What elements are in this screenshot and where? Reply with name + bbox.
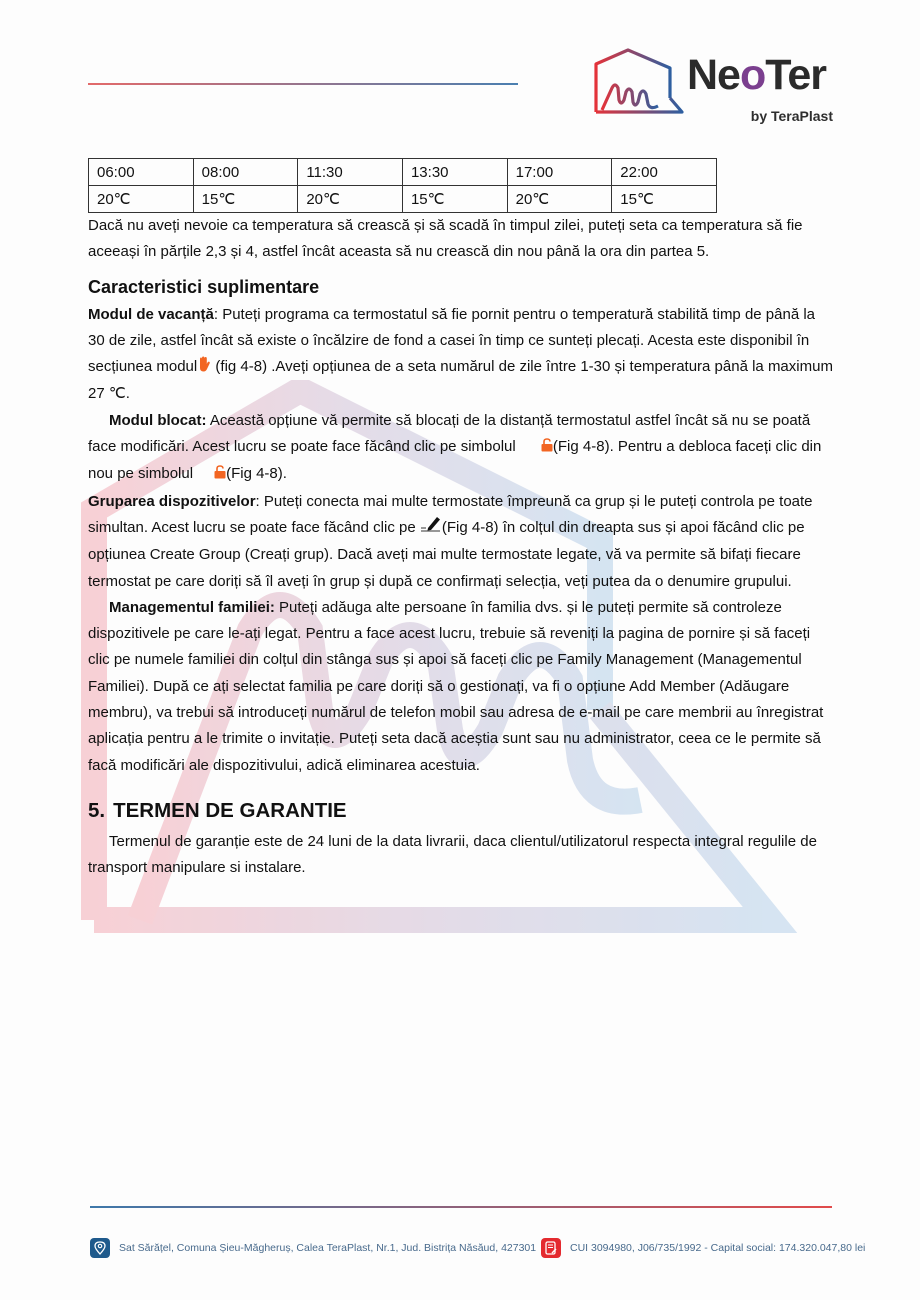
intro-paragraph: Dacă nu aveți nevoie ca temperatura să crească și să scadă în timpul zilei, puteți seta ca temperatura să fie aceeași în părțile 2,3 și 4, astfel încât aceasta să nu crească din nou până la ora din partea 5. xyxy=(88,217,803,261)
table-cell: 08:00 xyxy=(193,159,298,186)
table-cell: 17:00 xyxy=(507,159,612,186)
footer-company-info: CUI 3094980, J06/735/1992 - Capital social: 174.320.047,80 lei xyxy=(541,1237,865,1258)
table-cell: 06:00 xyxy=(89,159,194,186)
document-edit-icon xyxy=(541,1238,561,1258)
schedule-table xyxy=(88,158,717,213)
device-grouping-paragraph: Gruparea dispozitivelor: Puteți conecta mai multe termostate împreună ca grup și le puteți controla pe toate simultan. Acest lucru se poate face făcând clic pe (Fig 4-8) în colțul din dreapta sus și apoi făcând clic pe opțiunea Create Group (Creați grup). Dacă aveți mai multe termostate legate, vă va permite să bifați fiecare termostat pe care doriți să îl aveți în grup și după ce confirmați selecția, veți putea da o denumire grupului. xyxy=(88,492,813,590)
section-heading-warranty: 5. TERMEN DE GARANTIE xyxy=(88,798,347,822)
location-pin-icon xyxy=(90,1238,110,1258)
hand-icon xyxy=(197,355,211,381)
house-logo-icon xyxy=(592,48,684,120)
table-cell: 15℃ xyxy=(193,186,298,213)
table-cell: 13:30 xyxy=(402,159,507,186)
family-management-label: Managementul familiei: xyxy=(109,598,275,616)
device-grouping-label: Gruparea dispozitivelor xyxy=(88,492,256,510)
lock-mode-label: Modul blocat: xyxy=(109,411,207,429)
vacation-mode-paragraph: Modul de vacanță: Puteți programa ca termostatul să fie pornit pentru o temperatură stabilită timp de până la 30 de zile, astfel încât să existe o încălzire de fond a casei în timp ce sunteți plecați. Acesta este disponibil în secțiunea modul (fig 4-8) .Aveți opțiunea de a seta numărul de zile între 1-30 și temperatura până la maximum 27 ℃. xyxy=(88,305,833,403)
padlock-open-icon xyxy=(520,435,553,461)
lock-mode-paragraph: Modul blocat: Această opțiune vă permite să blocați de la distanță termostatul astfel încât să nu se poată face modificări. Acest lucru se poate face făcând clic pe simbolul (Fig 4-8). Pentru a debloca faceți clic din nou pe simbolul (Fig 4-8). xyxy=(88,408,833,489)
header-gradient-line xyxy=(88,83,518,85)
table-row-times xyxy=(89,159,717,186)
document-body xyxy=(88,158,833,882)
logo-subtitle: by TeraPlast xyxy=(750,108,833,124)
footer-address: Sat Sărățel, Comuna Șieu-Măgheruș, Calea TeraPlast, Nr.1, Jud. Bistrița Năsăud, 427301 xyxy=(90,1237,536,1258)
subsection-title: Caracteristici suplimentare xyxy=(88,276,320,297)
table-cell: 22:00 xyxy=(612,159,717,186)
table-cell: 11:30 xyxy=(298,159,403,186)
table-cell: 20℃ xyxy=(507,186,612,213)
table-cell: 15℃ xyxy=(612,186,717,213)
edit-pencil-icon xyxy=(420,515,442,542)
vacation-mode-label: Modul de vacanță xyxy=(88,305,214,323)
family-management-paragraph: Managementul familiei: Puteți adăuga alte persoane în familia dvs. și le puteți permite să controleze dispozitivele pe care le-ați legat. Pentru a face acest lucru, trebuie să reveniți la pagina de pornire și să faceți clic pe numele familiei din colțul din stânga sus și apoi să faceți clic pe Family Management (Managementul Familiei). După ce ați selectat familia pe care doriți să o gestionați, va fi o opțiune Add Member (Adăugare membru), va trebui să introduceți numărul de telefon mobil sau adresa de e-mail pe care membrii au înregistrat aplicația pentru a le trimite o invitație. Puteți seta dacă aceștia sunt sau nu administrator, ceea ce le permite să facă modificări ale dispozitivului, adică eliminarea acestuia. xyxy=(88,598,824,774)
table-row-temperatures xyxy=(89,186,717,213)
logo-title: NeoTer xyxy=(687,51,826,99)
warranty-paragraph: Termenul de garanție este de 24 luni de la data livrarii, daca clientul/utilizatorul respecta integral regulile de transport manipulare si instalare. xyxy=(88,832,817,877)
table-cell: 20℃ xyxy=(298,186,403,213)
neoter-logo xyxy=(592,46,837,128)
footer-gradient-line xyxy=(90,1206,832,1208)
padlock-open-icon xyxy=(193,462,226,488)
table-cell: 20℃ xyxy=(89,186,194,213)
table-cell: 15℃ xyxy=(402,186,507,213)
